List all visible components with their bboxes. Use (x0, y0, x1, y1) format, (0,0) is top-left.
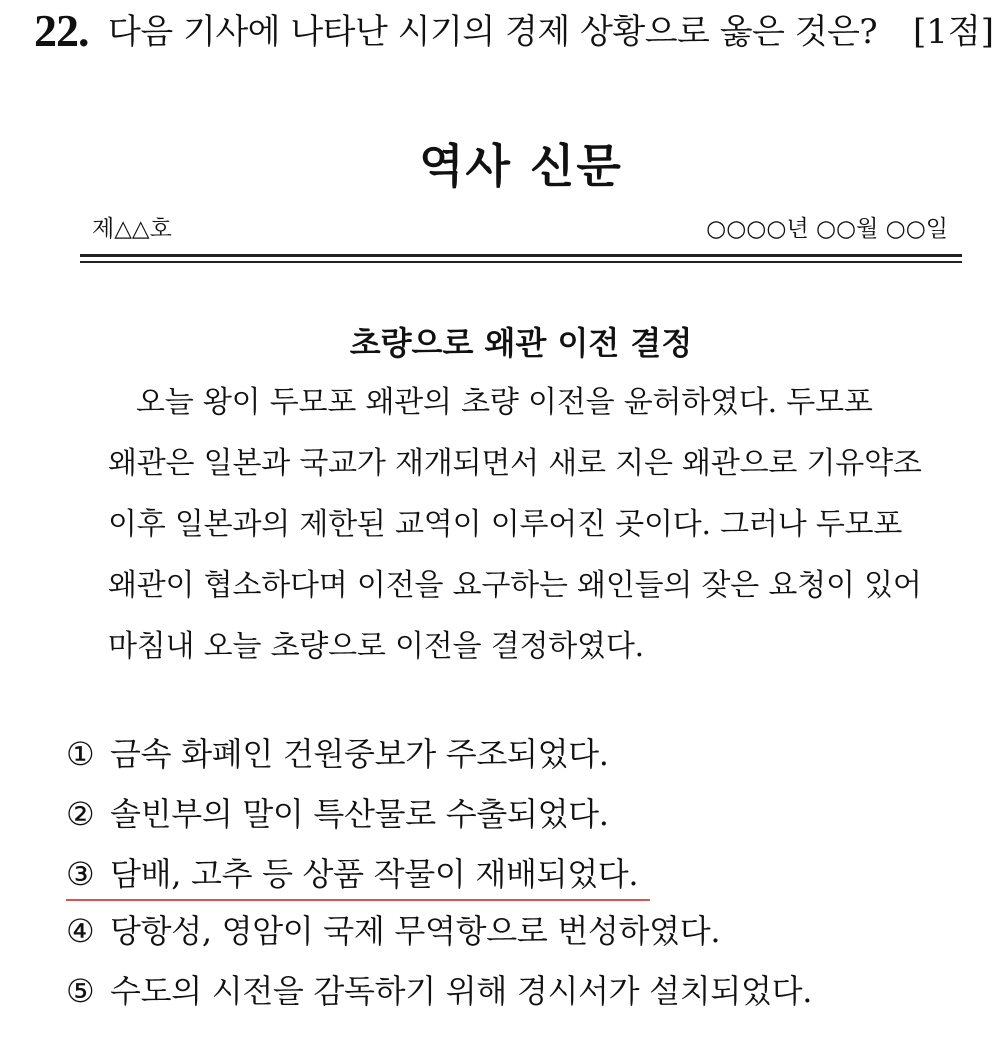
article-headline: 초량으로 왜관 이전 결정 (349, 323, 693, 362)
answer-choices (66, 724, 966, 1021)
choice-text: 솔빈부의 말이 특산물로 수출되었다. (110, 795, 609, 833)
answer-choice-5[interactable] (66, 961, 966, 1021)
issue-date: ○○○○년 ○○월 ○○일 (706, 216, 948, 242)
choice-row[interactable] (66, 961, 966, 1021)
article-body: 오늘 왕이 두모포 왜관의 초량 이전을 윤허하였다. 두모포 왜관은 일본과 국교가 재개되면서 새로 지은 왜관으로 기유약조 이후 일본과의 제한된 교역이 이루어진 곳이다. 그러나 두모포 왜관이 협소하다며 이전을 요구하는 왜인들의 잦은 요청이 있어 마침내 오늘 초량으로 이전을 결정하였다. (108, 385, 922, 664)
newspaper-double-rule (80, 254, 962, 263)
answer-choice-3[interactable] (66, 844, 966, 901)
choice-text: 당항성, 영암이 국제 무역항으로 번성하였다. (110, 912, 721, 950)
choice-marker: ③ (66, 855, 95, 893)
answer-choice-2[interactable] (66, 784, 966, 844)
choice-marker: ④ (66, 912, 95, 950)
answer-choice-4[interactable] (66, 901, 966, 961)
choice-marker: ② (66, 795, 95, 833)
history-newspaper (80, 128, 962, 678)
question-points: [1점] (912, 12, 994, 52)
newspaper-title: 역사 신문 (419, 139, 623, 193)
choice-row[interactable] (66, 784, 966, 844)
choice-marker: ⑤ (66, 972, 95, 1010)
question-number: 22. (34, 5, 89, 56)
choice-text: 금속 화폐인 건원중보가 주조되었다. (110, 735, 609, 773)
answer-choice-1[interactable] (66, 724, 966, 784)
question-prompt: 다음 기사에 나타난 시기의 경제 상황으로 옳은 것은? (108, 12, 878, 52)
choice-text: 담배, 고추 등 상품 작물이 재배되었다. (110, 855, 639, 893)
choice-row[interactable] (66, 724, 966, 784)
choice-text: 수도의 시전을 감독하기 위해 경시서가 설치되었다. (110, 972, 813, 1010)
underlined-choice-row[interactable] (66, 844, 650, 901)
issue-number: 제△△호 (92, 216, 172, 242)
question-header (34, 4, 994, 58)
choice-marker: ① (66, 735, 95, 773)
choice-row[interactable] (66, 901, 966, 961)
